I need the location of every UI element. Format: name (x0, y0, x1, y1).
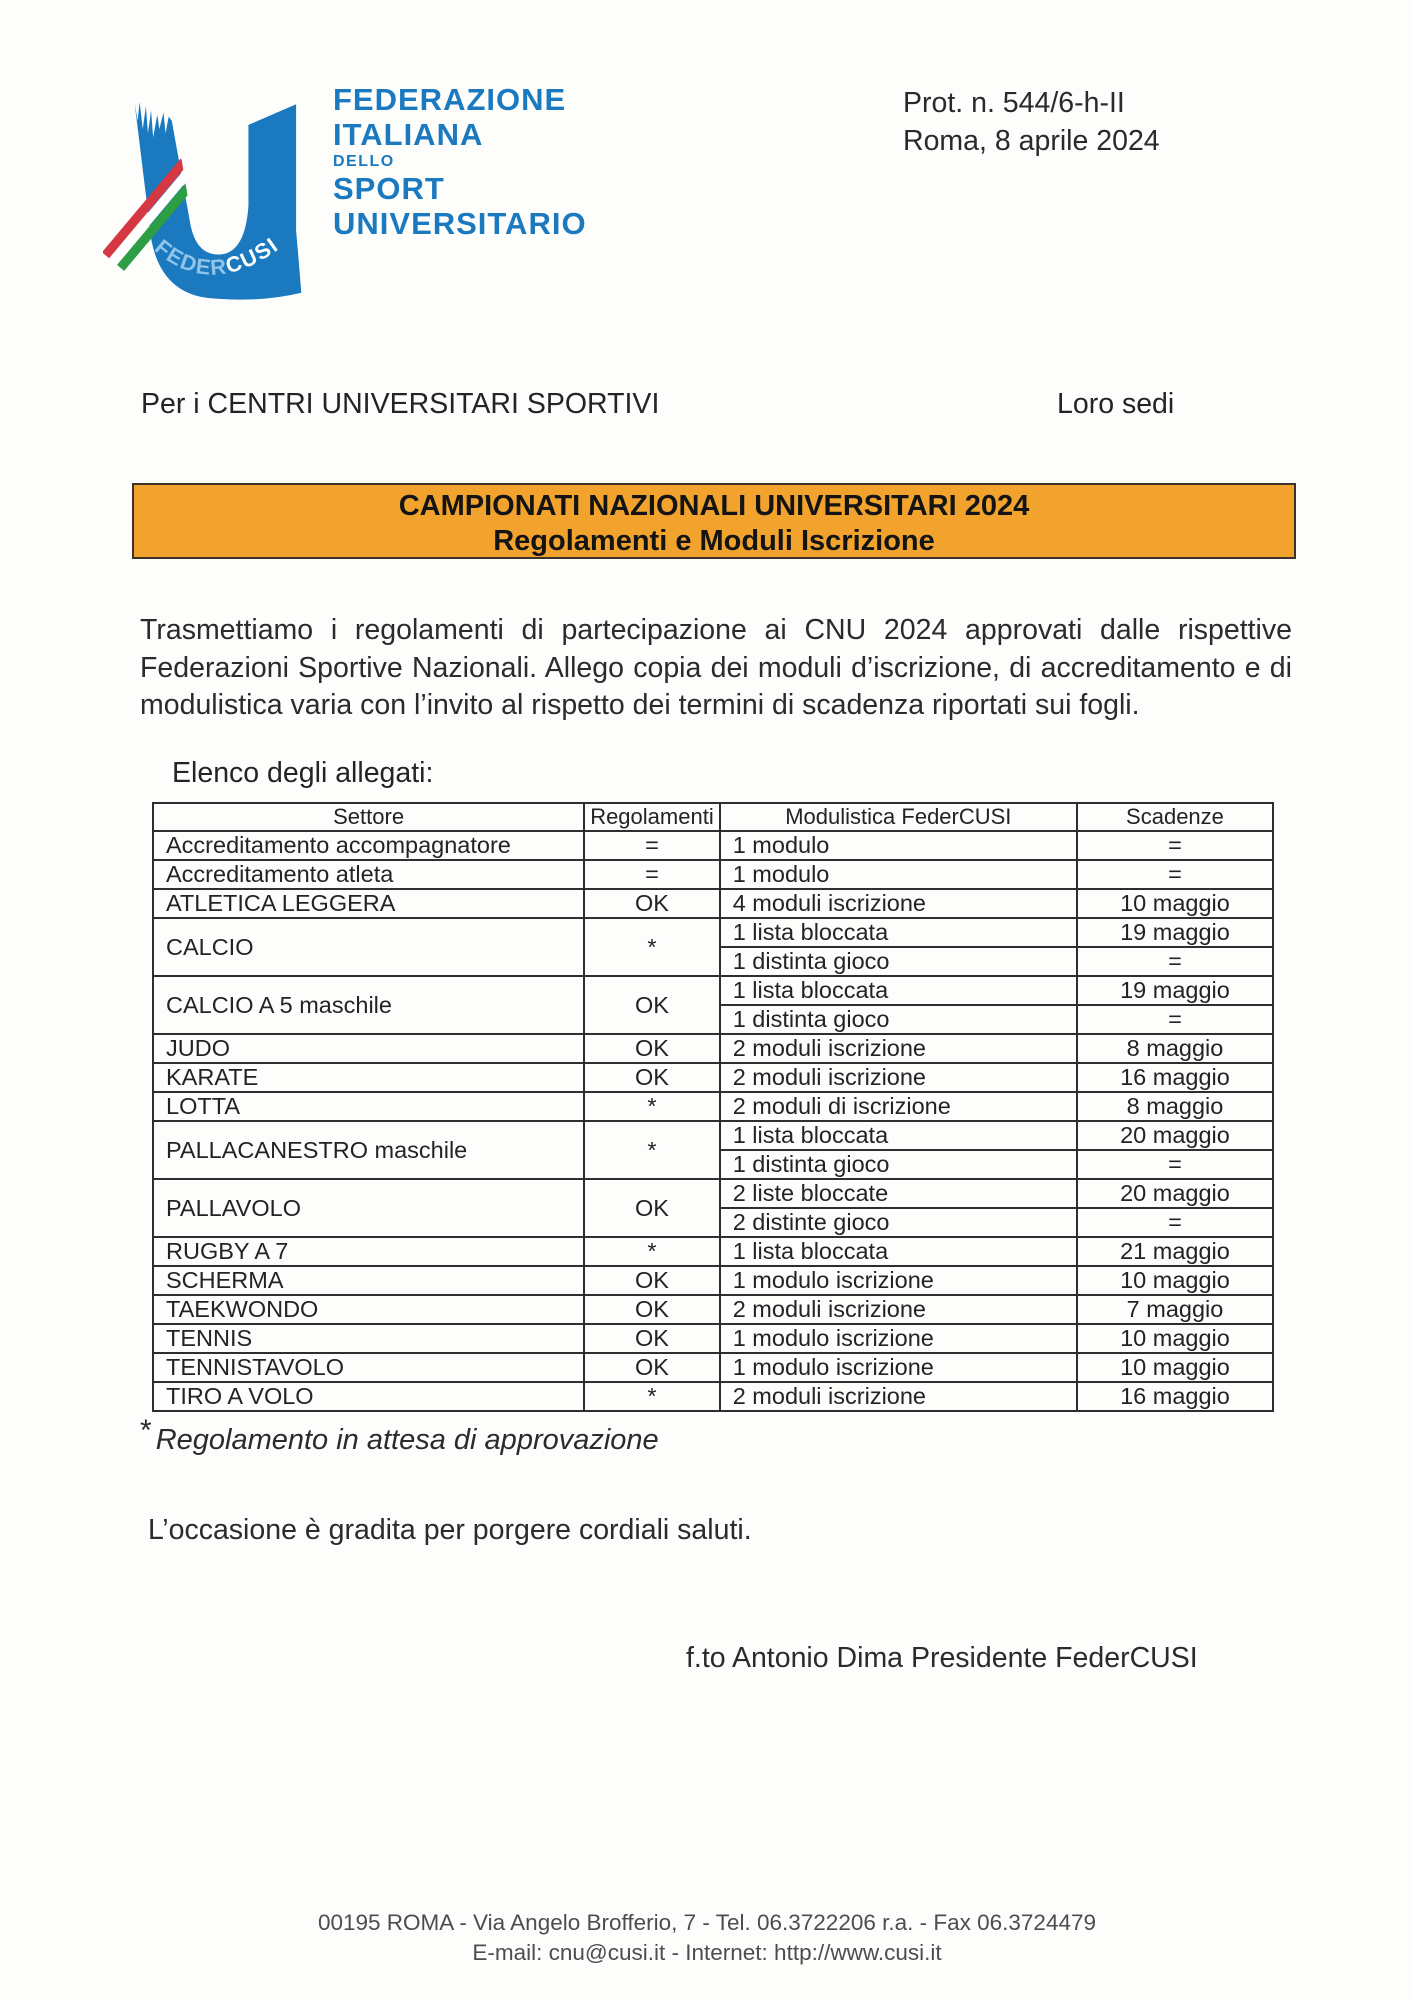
cell-settore: Accreditamento accompagnatore (153, 831, 584, 860)
cell-scadenza: 10 maggio (1077, 1324, 1273, 1353)
cell-scadenza: 20 maggio (1077, 1121, 1273, 1150)
org-name (333, 82, 587, 300)
table-row (153, 1034, 1273, 1063)
cell-modulistica: 1 distinta gioco (720, 947, 1077, 976)
cell-regolamenti: OK (584, 1179, 720, 1237)
cell-settore: CALCIO A 5 maschile (153, 976, 584, 1034)
attachments-table (152, 802, 1274, 1412)
federcusi-wordmark: FEDERCUSI (150, 231, 284, 281)
table-row (153, 1063, 1273, 1092)
cell-scadenza: = (1077, 860, 1273, 889)
cell-modulistica: 2 moduli iscrizione (720, 1382, 1077, 1411)
cell-modulistica: 1 modulo iscrizione (720, 1353, 1077, 1382)
cell-settore: TAEKWONDO (153, 1295, 584, 1324)
banner-line1: CAMPIONATI NAZIONALI UNIVERSITARI 2024 (398, 490, 1030, 522)
cell-scadenza: = (1077, 947, 1273, 976)
closing-line: L’occasione è gradita per porgere cordiali saluti. (148, 1514, 752, 1546)
cell-modulistica: 2 moduli di iscrizione (720, 1092, 1077, 1121)
cell-scadenza: = (1077, 1005, 1273, 1034)
cell-scadenza: 8 maggio (1077, 1092, 1273, 1121)
recipient: Per i CENTRI UNIVERSITARI SPORTIVI (141, 388, 660, 420)
signature-line: f.to Antonio Dima Presidente FederCUSI (686, 1642, 1198, 1674)
cell-regolamenti: = (584, 831, 720, 860)
org-line: FEDERAZIONE (333, 82, 567, 117)
cell-modulistica: 4 moduli iscrizione (720, 889, 1077, 918)
cell-settore: KARATE (153, 1063, 584, 1092)
cell-modulistica: 1 lista bloccata (720, 976, 1077, 1005)
cell-regolamenti: * (584, 1092, 720, 1121)
cell-modulistica: 2 liste bloccate (720, 1179, 1077, 1208)
table-row (153, 889, 1273, 918)
cell-scadenza: 16 maggio (1077, 1382, 1273, 1411)
table-row (153, 918, 1273, 947)
cell-modulistica: 2 distinte gioco (720, 1208, 1077, 1237)
attachments-table-body (153, 831, 1273, 1411)
cell-settore: TENNIS (153, 1324, 584, 1353)
asterisk-marker: * (140, 1414, 152, 1447)
cell-scadenza: 21 maggio (1077, 1237, 1273, 1266)
cell-modulistica: 2 moduli iscrizione (720, 1063, 1077, 1092)
col-header-modulistica: Modulistica FederCUSI (720, 803, 1077, 831)
cell-scadenza: 7 maggio (1077, 1295, 1273, 1324)
place-date: Roma, 8 aprile 2024 (903, 125, 1160, 157)
cell-regolamenti: OK (584, 976, 720, 1034)
cell-modulistica: 1 lista bloccata (720, 1237, 1077, 1266)
cell-scadenza: = (1077, 831, 1273, 860)
table-row (153, 976, 1273, 1005)
cell-settore: TIRO A VOLO (153, 1382, 584, 1411)
cell-scadenza: 10 maggio (1077, 1353, 1273, 1382)
cell-scadenza: 10 maggio (1077, 1266, 1273, 1295)
cell-regolamenti: OK (584, 1266, 720, 1295)
org-line: ITALIANA (333, 117, 484, 152)
cell-settore: Accreditamento atleta (153, 860, 584, 889)
cell-modulistica: 1 distinta gioco (720, 1005, 1077, 1034)
org-line: SPORT (333, 171, 445, 206)
cell-scadenza: 20 maggio (1077, 1179, 1273, 1208)
body-paragraph: Trasmettiamo i regolamenti di partecipazione ai CNU 2024 approvati dalle rispettive Federazioni Sportive Nazionali. Allego copia dei moduli d’iscrizione, di accreditamento e di modulistica varia con l’invito al rispetto dei termini di scadenza riportati sui fogli. (140, 614, 1292, 721)
footnote (140, 1414, 659, 1457)
cell-regolamenti: = (584, 860, 720, 889)
cell-regolamenti: * (584, 1237, 720, 1266)
cell-regolamenti: OK (584, 889, 720, 918)
col-header-scadenze: Scadenze (1077, 803, 1273, 831)
cell-scadenza: = (1077, 1150, 1273, 1179)
cell-regolamenti: OK (584, 1034, 720, 1063)
cell-modulistica: 1 lista bloccata (720, 918, 1077, 947)
protocol-block (903, 84, 1160, 160)
table-row (153, 1382, 1273, 1411)
cell-settore: RUGBY A 7 (153, 1237, 584, 1266)
cell-settore: LOTTA (153, 1092, 584, 1121)
attachments-label: Elenco degli allegati: (172, 757, 434, 789)
table-row (153, 1121, 1273, 1150)
col-header-settore: Settore (153, 803, 584, 831)
cell-modulistica: 1 lista bloccata (720, 1121, 1077, 1150)
cell-scadenza: 8 maggio (1077, 1034, 1273, 1063)
cell-settore: PALLAVOLO (153, 1179, 584, 1237)
cell-scadenza: 16 maggio (1077, 1063, 1273, 1092)
cell-settore: SCHERMA (153, 1266, 584, 1295)
federcusi-logo (103, 78, 587, 300)
cell-settore: ATLETICA LEGGERA (153, 889, 584, 918)
cell-modulistica: 1 modulo (720, 860, 1077, 889)
cell-modulistica: 2 moduli iscrizione (720, 1295, 1077, 1324)
table-row (153, 1092, 1273, 1121)
cell-regolamenti: * (584, 1382, 720, 1411)
cell-regolamenti: OK (584, 1063, 720, 1092)
org-line: DELLO (333, 153, 395, 170)
table-row (153, 860, 1273, 889)
cell-scadenza: 19 maggio (1077, 976, 1273, 1005)
letterhead-footer (0, 1908, 1414, 1968)
recipient-seat: Loro sedi (1057, 388, 1175, 420)
cell-modulistica: 1 distinta gioco (720, 1150, 1077, 1179)
cell-settore: CALCIO (153, 918, 584, 976)
footer-contacts: E-mail: cnu@cusi.it - Internet: http://www.cusi.it (472, 1940, 942, 1965)
federcusi-u-mark-icon (103, 98, 311, 300)
table-row (153, 1295, 1273, 1324)
table-header-row (153, 803, 1273, 831)
cell-regolamenti: * (584, 918, 720, 976)
cell-modulistica: 1 modulo (720, 831, 1077, 860)
cell-modulistica: 2 moduli iscrizione (720, 1034, 1077, 1063)
cell-modulistica: 1 modulo iscrizione (720, 1324, 1077, 1353)
col-header-regolamenti: Regolamenti (584, 803, 720, 831)
cell-settore: TENNISTAVOLO (153, 1353, 584, 1382)
cell-regolamenti: OK (584, 1324, 720, 1353)
protocol-number: Prot. n. 544/6-h-II (903, 87, 1125, 119)
cell-scadenza: 10 maggio (1077, 889, 1273, 918)
table-row (153, 1353, 1273, 1382)
org-line: UNIVERSITARIO (333, 206, 587, 241)
attachments-table-wrap (152, 802, 1274, 1412)
cell-scadenza: = (1077, 1208, 1273, 1237)
table-row (153, 1179, 1273, 1208)
footer-address: 00195 ROMA - Via Angelo Brofferio, 7 - Tel. 06.3722206 r.a. - Fax 06.3724479 (317, 1910, 1097, 1935)
cell-modulistica: 1 modulo iscrizione (720, 1266, 1077, 1295)
cell-regolamenti: OK (584, 1353, 720, 1382)
table-row (153, 1237, 1273, 1266)
table-row (153, 1266, 1273, 1295)
cell-scadenza: 19 maggio (1077, 918, 1273, 947)
title-banner (132, 483, 1296, 559)
cell-settore: JUDO (153, 1034, 584, 1063)
footnote-text: Regolamento in attesa di approvazione (155, 1424, 659, 1456)
cell-regolamenti: OK (584, 1295, 720, 1324)
cell-settore: PALLACANESTRO maschile (153, 1121, 584, 1179)
cell-regolamenti: * (584, 1121, 720, 1179)
table-row (153, 1324, 1273, 1353)
table-row (153, 831, 1273, 860)
banner-line2: Regolamenti e Moduli Iscrizione (493, 525, 935, 557)
